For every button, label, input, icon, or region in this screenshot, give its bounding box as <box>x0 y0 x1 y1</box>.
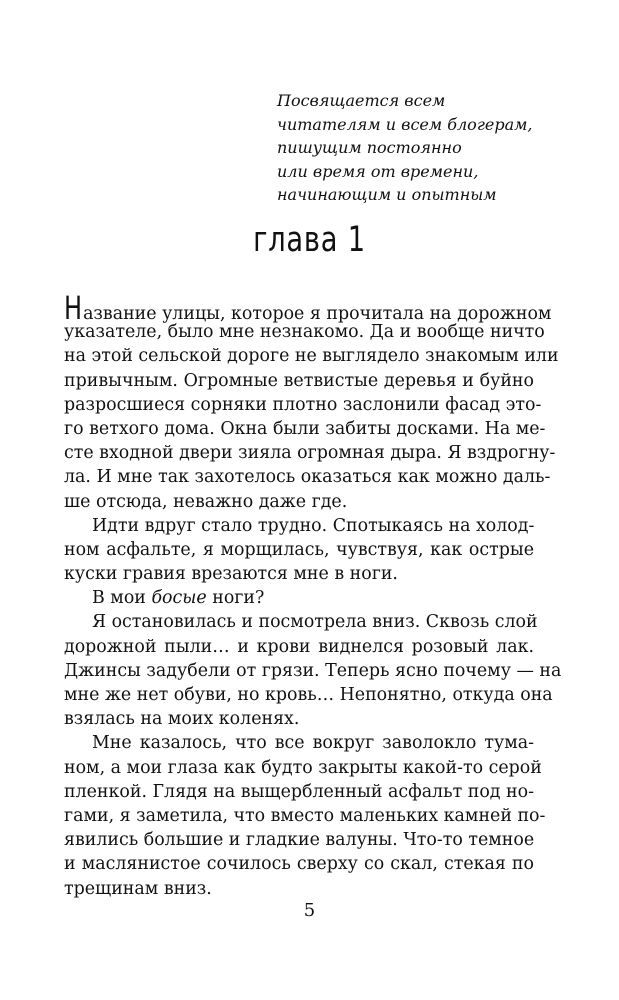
paragraph-line: указателе, было мне незнакомо. Да и вообще ничто <box>64 322 545 343</box>
paragraph-line: ла. И мне так захотелось оказаться как можно даль- <box>64 467 551 488</box>
epigraph <box>277 89 607 207</box>
paragraph-line: трещинам вниз. <box>64 878 212 899</box>
paragraph-line: Мне казалось, что все вокруг заволокло тума- <box>92 733 534 754</box>
paragraph-line: ном асфальте, я морщилась, чувствуя, как острые <box>64 539 534 560</box>
chapter-body <box>64 289 562 901</box>
paragraph-text: В мои <box>92 588 152 609</box>
drop-cap: Н <box>64 289 83 327</box>
paragraph-line: куски гравия врезаются мне в ноги. <box>64 564 398 585</box>
paragraph-line: Я остановилась и посмотрела вниз. Сквозь слой <box>92 612 538 633</box>
paragraph-line: ном, а мои глаза как будто закрыты какой-то серой <box>64 757 542 778</box>
paragraph-line: на этой сельской дороге не выглядело знакомым или <box>64 346 559 367</box>
epigraph-line: или время от времени, <box>277 161 479 181</box>
paragraph-line: сте входной двери зияла огромная дыра. Я вздрогну- <box>64 443 556 464</box>
italic-text: босые <box>151 588 207 609</box>
paragraph-line: мне же нет обуви, но кровь… Непонятно, откуда она <box>64 685 553 705</box>
paragraph-line: и маслянистое сочилось сверху со скал, стекая по <box>64 854 534 875</box>
paragraph-line: пленкой. Глядя на выщербленный асфальт под но- <box>64 781 534 802</box>
paragraph-line: дорожной пыли… и крови виднелся розовый лак. <box>64 636 534 657</box>
epigraph-line: пишущим постоянно <box>277 138 462 157</box>
epigraph-line: читателям и всем блогерам, <box>277 114 533 134</box>
paragraph-line: явились большие и гладкие валуны. Что-то темное <box>64 830 535 851</box>
epigraph-line: начинающим и опытным <box>277 185 497 204</box>
paragraph-line: ше отсюда, неважно даже где. <box>64 491 348 512</box>
paragraph-line: взялась на моих коленях. <box>64 709 300 730</box>
paragraph-line: Джинсы задубели от грязи. Теперь ясно почему — на <box>64 660 562 681</box>
paragraph-line-text: азвание улицы, которое я прочитала на дорожном <box>83 304 552 324</box>
paragraph-line <box>64 289 552 327</box>
paragraph-line: разросшиеся сорняки плотно заслонили фасад это- <box>64 394 542 415</box>
paragraph-line: привычным. Огромные ветвистые деревья и буйно <box>64 370 534 391</box>
chapter-title: глава 1 <box>253 220 366 260</box>
page-number: 5 <box>303 900 316 921</box>
epigraph-line: Посвящается всем <box>277 91 446 110</box>
paragraph-text: ноги? <box>206 588 265 609</box>
paragraph-line: го ветхого дома. Окна были забиты досками. На ме- <box>64 418 546 439</box>
paragraph-line: Идти вдруг стало трудно. Спотыкаясь на холод- <box>92 515 535 536</box>
paragraph-line: гами, я заметила, что вместо маленьких камней по- <box>64 805 546 826</box>
paragraph-line <box>64 586 534 610</box>
